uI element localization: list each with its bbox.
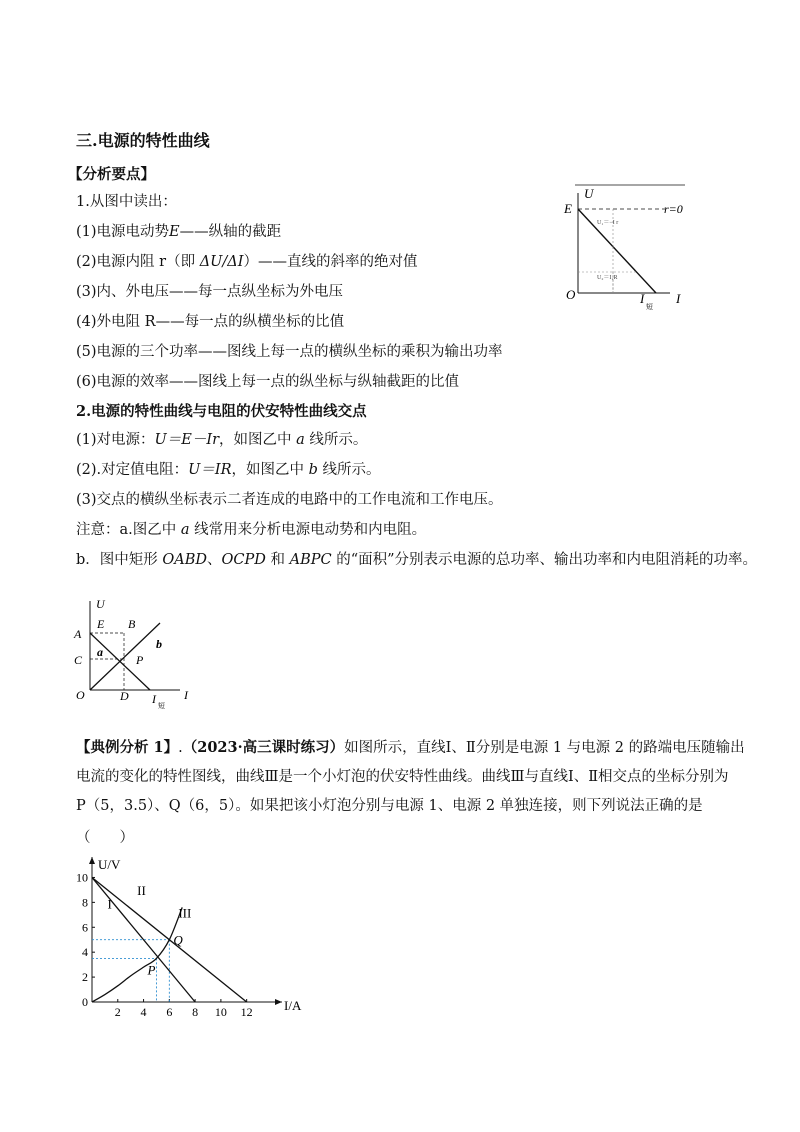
fig2-point-e: E bbox=[97, 617, 105, 631]
fig2-point-d: D bbox=[120, 689, 129, 703]
fig1-r0-label: r=0 bbox=[664, 202, 683, 216]
s2-note-b: b．图中矩形 OABD、OCPD 和 ABPC 的“面积”分别表示电源的总功率、输出功率和内电阻消耗的功率。 bbox=[76, 552, 758, 568]
point-item: (3)内、外电压——每一点纵坐标为外电压 bbox=[76, 284, 344, 300]
fig2-y-axis-label: U bbox=[96, 597, 105, 611]
fig2-isc-label: I bbox=[152, 692, 156, 706]
y-tick-label: 10 bbox=[76, 870, 88, 885]
example-line2: 电流的变化的特性图线，曲线Ⅲ是一个小灯泡的伏安特性曲线。曲线Ⅲ与直线Ⅰ、Ⅱ相交点的坐标分别为 bbox=[76, 769, 729, 785]
fig1-upper-annotation: U₁＝−I r bbox=[597, 220, 619, 226]
example-label: 【典例分析 1】 bbox=[76, 739, 179, 756]
x-tick-label: 6 bbox=[166, 1005, 173, 1019]
fig1-y-axis-label: U bbox=[584, 186, 594, 201]
intro-line: 1.从图中读出： bbox=[76, 194, 177, 210]
point-item: (6)电源的效率——图线上每一点的纵坐标与纵轴截距的比值 bbox=[76, 374, 460, 390]
x-tick-label: 2 bbox=[114, 1005, 121, 1019]
series-iii bbox=[92, 907, 182, 1002]
point-label-q: Q bbox=[173, 932, 183, 948]
s2-line3: (3)交点的横纵坐标表示二者连成的电路中的工作电流和工作电压。 bbox=[76, 492, 503, 508]
y-tick-label: 8 bbox=[82, 895, 88, 910]
point-item: (2)电源内阻 r（即 ΔU/ΔI）——直线的斜率的绝对值 bbox=[76, 254, 418, 270]
s2-note: 注意：a.图乙中 a 线常用来分析电源电动势和内电阻。 bbox=[76, 522, 427, 538]
point-item: (5)电源的三个功率——图线上每一点的横纵坐标的乘积为输出功率 bbox=[76, 344, 503, 360]
point-item: (1)电源电动势E——纵轴的截距 bbox=[76, 224, 282, 240]
fig2-origin-label: O bbox=[76, 688, 85, 702]
fig1-origin-label: O bbox=[566, 287, 576, 302]
fig2-point-a: A bbox=[74, 627, 82, 641]
fig1-isc-label: I bbox=[640, 291, 645, 306]
fig1-lower-annotation: U₂＝I₁R bbox=[597, 275, 618, 281]
fig2-line-b-label: b bbox=[156, 637, 162, 651]
s2-line2: (2).对定值电阻：U＝IR，如图乙中 b 线所示。 bbox=[76, 462, 381, 478]
fig2-point-c: C bbox=[74, 653, 83, 667]
s2-line1: (1)对电源：U＝E－Ir，如图乙中 a 线所示。 bbox=[76, 432, 368, 448]
y-tick-label: 4 bbox=[82, 945, 88, 960]
y-tick-label: 2 bbox=[82, 970, 88, 985]
y-axis-arrow bbox=[89, 857, 95, 864]
fig1-isc-sub: 短 bbox=[646, 303, 653, 311]
series-label-ii: II bbox=[137, 882, 146, 898]
example-blank: （ ） bbox=[76, 830, 134, 846]
series-label-iii: III bbox=[178, 905, 192, 921]
series-label-i: I bbox=[107, 896, 112, 912]
example-line3: P（5，3.5）、Q（6，5）。如果把该小灯泡分别与电源 1、电源 2 单独连接，则下列说法正确的是 bbox=[76, 798, 703, 814]
example-source: （2023·高三课时练习） bbox=[182, 739, 345, 756]
example-chart bbox=[68, 855, 308, 1020]
fig2-isc-sub: 短 bbox=[158, 702, 165, 710]
y-tick-label: 0 bbox=[82, 995, 88, 1009]
x-tick-label: 8 bbox=[192, 1005, 199, 1019]
fig1-x-axis-label: I bbox=[676, 291, 681, 306]
fig2-line-a-label: a bbox=[97, 645, 103, 659]
section2-heading: 2.电源的特性曲线与电阻的伏安特性曲线交点 bbox=[76, 403, 367, 420]
analysis-heading: 【分析要点】 bbox=[68, 166, 155, 183]
fig2-point-b: B bbox=[128, 617, 136, 631]
fig2-x-axis-label: I bbox=[184, 688, 188, 702]
x-tick-label: 10 bbox=[214, 1005, 227, 1019]
fig2-point-p: P bbox=[136, 653, 144, 667]
y-axis-label: U/V bbox=[98, 857, 121, 872]
figure-ui-characteristic bbox=[560, 183, 700, 318]
example-line1: 【典例分析 1】.（2023·高三课时练习）如图所示，直线Ⅰ、Ⅱ分别是电源 1 与电源 2 的路端电压随输出 bbox=[76, 739, 745, 756]
x-axis-label: I/A bbox=[284, 998, 302, 1013]
point-label-p: P bbox=[147, 962, 156, 978]
x-tick-label: 12 bbox=[240, 1005, 253, 1019]
point-item: (4)外电阻 R——每一点的纵横坐标的比值 bbox=[76, 314, 345, 330]
section-title: 三.电源的特性曲线 bbox=[76, 131, 210, 150]
figure-intersection bbox=[68, 595, 198, 710]
y-tick-label: 6 bbox=[82, 920, 88, 935]
fig1-e-label: E bbox=[564, 201, 572, 216]
x-axis-arrow bbox=[275, 999, 282, 1005]
x-tick-label: 4 bbox=[140, 1005, 147, 1019]
